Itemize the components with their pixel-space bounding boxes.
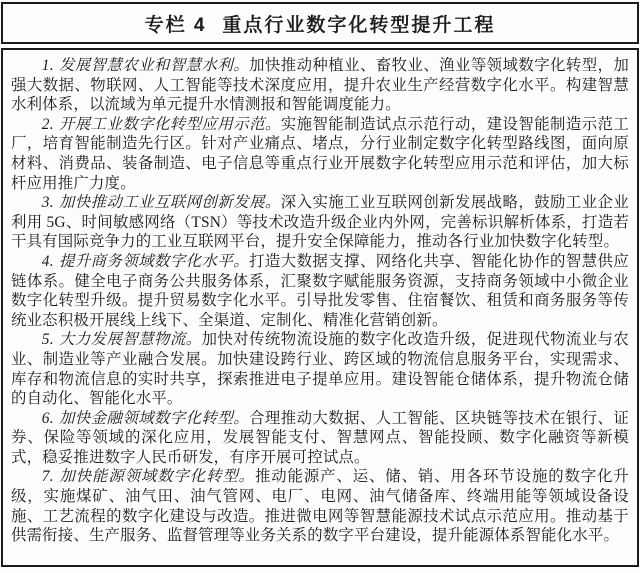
paragraph-2	[11, 115, 629, 193]
item-text: 合理推动大数据、人工智能、区块链等技术在银行、证券、保险等领域的深化应用，发展智能支付、智慧网点、智能投顾、数字化融资等新模式，稳妥推进数字人民币研发，有序开展可控试点。	[11, 409, 629, 466]
item-lead: 加快推动工业互联网创新发展。	[58, 194, 281, 212]
item-number: 3.	[41, 194, 54, 212]
item-number: 4.	[41, 252, 54, 270]
item-text: 加快对传统物流设施的数字化改造升级，促进现代物流业与农业、制造业等产业融合发展。加快建设跨行业、跨区域的物流信息服务平台，实现需求、库存和物流信息的实时共享，探索推进电子提单应用。建设智能仓储体系，提升物流仓储的自动化、智能化水平。	[11, 331, 629, 408]
item-number: 1.	[41, 57, 54, 74]
item-number: 5.	[41, 331, 54, 349]
paragraph-1	[11, 56, 629, 115]
item-number: 7.	[41, 468, 54, 486]
item-text: 打造大数据支撑、网络化共享、智能化协作的智慧供应链体系。健全电子商务公共服务体系，汇聚数字赋能服务资源，支持商务领域中小微企业数字化转型升级。提升贸易数字化水平。引导批发零售、住宿餐饮、租赁和商务服务等传统业态积极开展线上线下、全渠道、定制化、精准化营销创新。	[11, 252, 629, 329]
item-lead: 加快金融领域数字化转型。	[58, 409, 250, 427]
paragraph-7	[11, 467, 629, 545]
paragraph-5	[11, 330, 629, 408]
item-text: 推动能源产、运、储、销、用各环节设施的数字化升级，实施煤矿、油气田、油气管网、电厂、电网、油气储备库、终端用能等领域设备设施、工艺流程的数字化建设与改造。推进微电网等智慧能源技术试点示范应用。推动基于供需衔接、生产服务、监督管理等业务关系的数字平台建设，提升能源体系智能化水平。	[11, 468, 629, 545]
callout-title-label: 专栏 4	[144, 14, 207, 36]
item-lead: 发展智慧农业和智慧水利。	[58, 57, 250, 74]
item-number: 6.	[41, 409, 54, 427]
item-lead: 提升商务领域数字化水平。	[58, 252, 250, 270]
paragraph-6	[11, 409, 629, 468]
callout-body	[1, 48, 639, 567]
paragraph-3	[11, 193, 629, 252]
item-text: 实施智能制造试点示范行动，建设智能制造示范工厂，培育智能制造先行区。针对产业痛点、堵点，分行业制定数字化转型路线图，面向原材料、消费品、装备制造、电子信息等重点行业开展数字化转型应用示范和评估，加大标杆应用推广力度。	[11, 115, 629, 192]
item-lead: 大力发展智慧物流。	[58, 331, 202, 349]
item-text: 深入实施工业互联网创新发展战略，鼓励工业企业利用 5G、时间敏感网络（TSN）等技术改造升级企业内外网，完善标识解析体系，打造若干具有国际竞争力的工业互联网平台，提升安全保障能力，推动各行业加快数字化转型。	[11, 194, 629, 251]
item-lead: 加快能源领域数字化转型。	[58, 468, 255, 486]
item-lead: 开展工业数字化转型应用示范。	[58, 115, 281, 133]
item-number: 2.	[41, 115, 54, 133]
callout-title-bar	[1, 2, 639, 44]
callout-title: 重点行业数字化转型提升工程	[222, 14, 496, 36]
paragraph-4	[11, 252, 629, 330]
item-text: 加快推动种植业、畜牧业、渔业等领域数字化转型，加强大数据、物联网、人工智能等技术深度应用，提升农业生产经营数字化水平。构建智慧水利体系，以流域为单元提升水情测报和智能调度能力。	[11, 57, 629, 114]
